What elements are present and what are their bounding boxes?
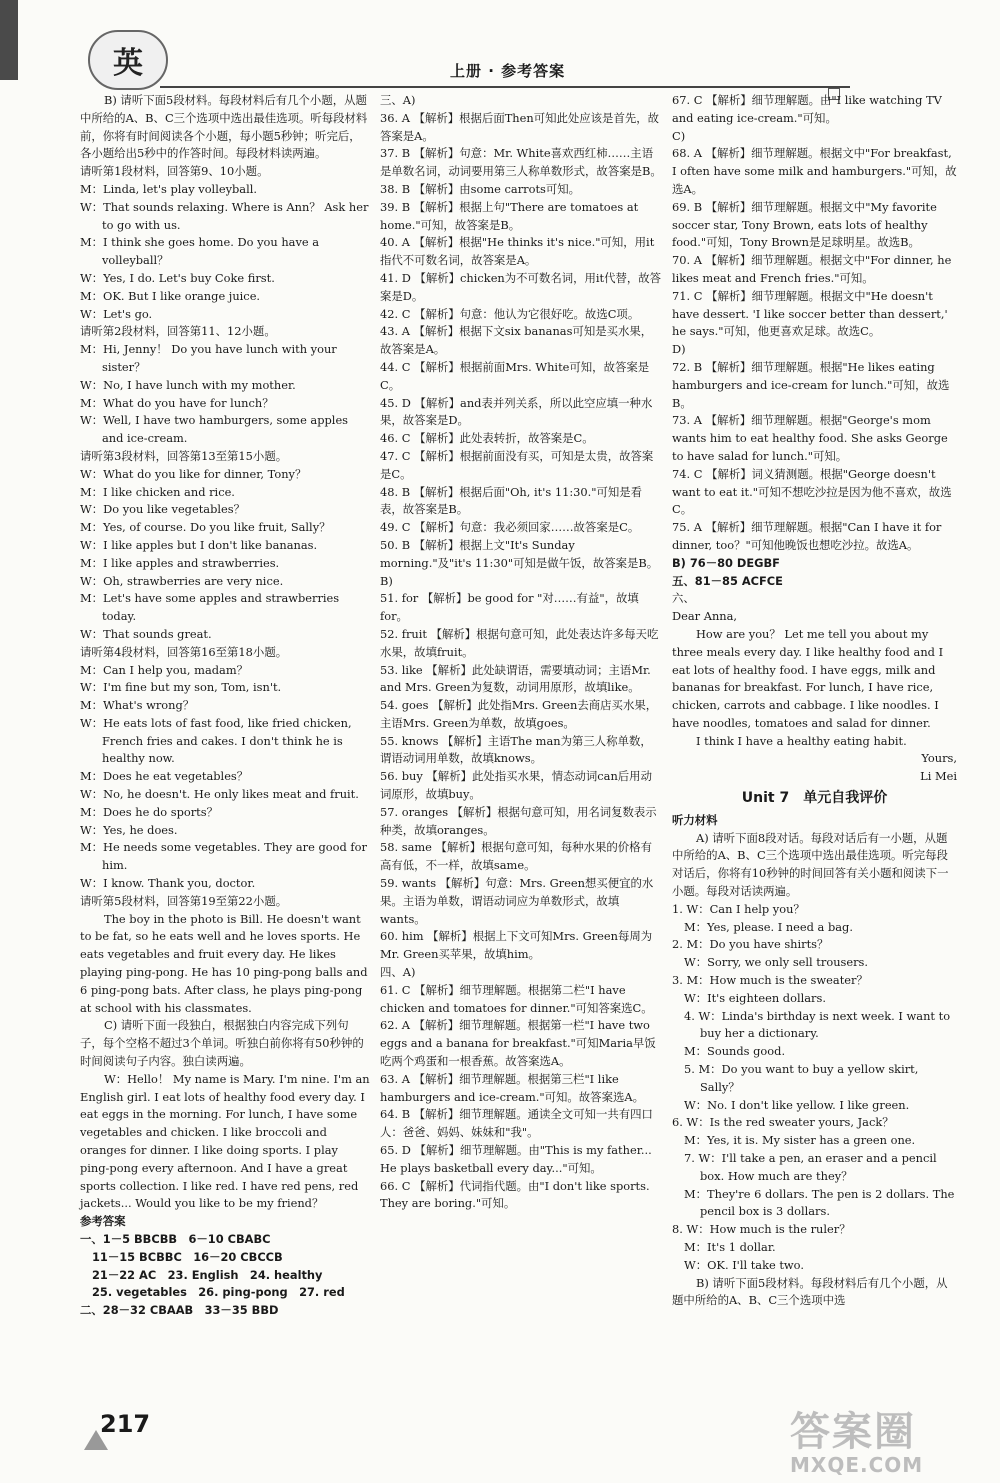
dialogue-line: M：OK. But I like orange juice. xyxy=(80,288,261,303)
section-label: 三、A) xyxy=(380,93,416,107)
section-label: D) xyxy=(672,342,686,357)
sidebar-strip xyxy=(0,0,18,80)
section-label: C) xyxy=(672,128,686,143)
dialogue-line: M：Hi, Jenny！ Do you have lunch with your sister？ xyxy=(80,342,337,374)
instruction: 请听第4段材料，回答第16至第18小题。 xyxy=(80,644,288,659)
answer-item: 49. C 【解析】句意：我必须回家……故答案是C。 xyxy=(380,520,640,535)
dialogue-line: W：Well, I have two hamburgers, some apples and ice-cream. xyxy=(80,413,349,446)
answer-line: 11－15 BCBBC 16－20 CBCCB xyxy=(92,1249,283,1264)
dialogue-line: W：It's eighteen dollars. xyxy=(684,990,826,1005)
dialogue-line: M：I like chicken and rice. xyxy=(80,484,235,499)
answer-item: 71. C 【解析】细节理解题。根据文中"He doesn't have dessert. 'I like soccer better than dessert,' he says."可知，他更喜欢足球。故选C。 xyxy=(672,288,948,339)
header-rule xyxy=(160,86,850,88)
dialogue-line: M：Yes, of course. Do you like fruit, Sally？ xyxy=(80,520,331,535)
dialogue-line: W：I know. Thank you, doctor. xyxy=(80,876,256,891)
dialogue-line: M：Does he eat vegetables？ xyxy=(80,769,249,784)
dialogue-line: W：Yes, I do. Let's buy Coke first. xyxy=(80,270,275,285)
section-label: 六、 xyxy=(672,591,695,606)
section-label: B) xyxy=(380,573,393,588)
answer-item: 62. A 【解析】细节理解题。根据第一栏"I have two eggs and a banana for breakfast."可知Maria早饭吃两个鸡蛋和一根香蕉。故答案选A。 xyxy=(380,1018,656,1069)
answer-item: 46. C 【解析】此处表转折，故答案是C。 xyxy=(380,431,594,446)
page-header xyxy=(0,0,1000,92)
answer-item: 61. C 【解析】细节理解题。根据第二栏"I have chicken and tomatoes for dinner."可知答案选C。 xyxy=(380,982,653,1015)
answer-item: 50. B 【解析】根据上文"It's Sunday morning."及"it's 11:30"可知是做午饭，故答案是B。 xyxy=(380,537,659,570)
answer-item: 43. A 【解析】根据下文six bananas可知是买水果，故答案是A。 xyxy=(380,324,653,357)
answer-item: 64. B 【解析】细节理解题。通读全文可知一共有四口人：爸爸、妈妈、妹妹和"我"。 xyxy=(380,1107,653,1140)
dialogue-line: M：Linda, let's play volleyball. xyxy=(80,181,258,196)
dialogue-line: 6. W：Is the red sweater yours, Jack？ xyxy=(672,1115,894,1130)
answer-item: 66. C 【解析】代词指代题。由"I don't like sports. They are boring."可知。 xyxy=(380,1178,650,1211)
header-title: 上册 · 参考答案 xyxy=(450,62,566,80)
answer-item: 74. C 【解析】词义猜测题。根据"George doesn't want to eat it."可知不想吃沙拉是因为他不喜欢，故选C。 xyxy=(672,466,952,517)
answer-item: 53. like 【解析】此处缺谓语，需要填动词；主语Mr. and Mrs. Green为复数，动词用原形，故填like。 xyxy=(380,662,651,695)
instruction: 请听第2段材料，回答第11、12小题。 xyxy=(80,324,276,339)
instruction: 请听第3段材料，回答第13至第15小题。 xyxy=(80,448,288,463)
answer-item: 56. buy 【解析】此处指买水果，情态动词can后用动词原形，故填buy。 xyxy=(380,769,652,802)
page-number: 217 xyxy=(100,1410,151,1438)
answer-item: 70. A 【解析】细节理解题。根据文中"For dinner, he likes meat and French fries."可知。 xyxy=(672,253,952,285)
dialogue-line: M：He needs some vegetables. They are good for him. xyxy=(80,840,367,873)
dialogue-line: 3. M：How much is the sweater？ xyxy=(672,973,868,988)
answer-line: 五、81－85 ACFCE xyxy=(672,573,783,588)
dialogue-line: W：Do you like vegetables？ xyxy=(80,502,245,517)
answer-item: 73. A 【解析】细节理解题。根据"George's mom wants him to eat healthy food. She asks George to have salad for lunch."可知。 xyxy=(672,413,948,463)
answer-item: 41. D 【解析】chicken为不可数名词，用it代替，故答案是D。 xyxy=(380,270,662,303)
dialogue-line: M：Does he do sports？ xyxy=(80,804,218,819)
unit-title: Unit 7 单元自我评价 xyxy=(741,790,888,807)
answer-item: 48. B 【解析】根据后面"Oh, it's 11:30."可知是看表，故答案是B。 xyxy=(380,484,643,517)
answer-item: 51. for 【解析】be good for "对……有益"，故填for。 xyxy=(380,591,639,624)
instruction: 请听第1段材料，回答第9、10小题。 xyxy=(80,164,269,179)
dialogue-line: M：I like apples and strawberries. xyxy=(80,555,280,570)
dialogue-line: M：It's 1 dollar. xyxy=(684,1240,776,1254)
answer-item: 38. B 【解析】由some carrots可知。 xyxy=(380,181,581,196)
answer-item: 40. A 【解析】根据"He thinks it's nice."可知，用it指代不可数名词，故答案是A。 xyxy=(380,235,655,268)
answer-item: 63. A 【解析】细节理解题。根据第三栏"I like hamburgers and ice-cream."可知。故答案选A。 xyxy=(380,1071,644,1104)
dialogue-line: M：Sounds good. xyxy=(684,1044,786,1059)
subject-badge-text: 英 xyxy=(113,46,143,81)
answer-item: 67. C 【解析】细节理解题。由"I like watching TV and eating ice-cream."可知。 xyxy=(672,93,942,125)
letter-closing: Yours, xyxy=(921,751,957,766)
answer-item: 59. wants 【解析】句意：Mrs. Green想买便宜的水果。主语为单数，谓语动词应为单数形式，故填wants。 xyxy=(380,876,654,926)
dialogue-line: M：I think she goes home. Do you have a volleyball？ xyxy=(80,235,320,268)
dialogue-line: W：Let's go. xyxy=(80,306,153,321)
answer-line: 21－22 AC 23. English 24. healthy xyxy=(92,1267,323,1282)
answer-key-heading: 参考答案 xyxy=(80,1214,126,1229)
watermark-logo: 答案圈 xyxy=(790,1409,916,1455)
section-intro: B) 请听下面5段材料。每段材料后有几个小题，从题中所给的A、B、C三个选项中选出最佳选项。听每段材料前，你将有时间阅读各个小题，每小题5秒钟；听完后，各小题给出5秒中的作答时间。每段材料读两遍。 xyxy=(80,93,368,161)
section-intro: C) 请听下面一段独白，根据独白内容完成下列句子，每个空格不超过3个单词。听独白前你将有50秒钟的时间阅读句子内容。独白读两遍。 xyxy=(80,1018,364,1069)
dialogue-line: W：That sounds relaxing. Where is Ann？ Ask her to go with us. xyxy=(80,199,369,232)
section-intro: B) 请听下面5段材料。每段材料后有几个小题，从题中所给的A、B、C三个选项中选 xyxy=(672,1275,948,1308)
answer-item: 75. A 【解析】细节理解题。根据"Can I have it for dinner, too？"可知他晚饭也想吃沙拉。故选A。 xyxy=(672,520,942,552)
answer-item: 65. D 【解析】细节理解题。由"This is my father... He plays basketball every day..."可知。 xyxy=(380,1143,652,1175)
dialogue-line: W：I like apples but I don't like bananas. xyxy=(80,537,318,552)
answer-line: 二、28－32 CBAAB 33－35 BBD xyxy=(80,1303,279,1318)
dialogue-line: M：Can I help you, madam？ xyxy=(80,662,249,677)
letter-salutation: Dear Anna, xyxy=(672,609,738,624)
section-label: 四、A) xyxy=(380,965,416,980)
watermark xyxy=(790,1400,990,1475)
dialogue-line: W：OK. I'll take two. xyxy=(684,1257,804,1272)
answer-item: 57. oranges 【解析】根据句意可知，用名词复数表示种类，故填oranges。 xyxy=(380,804,657,837)
answer-item: 39. B 【解析】根据上句"There are tomatoes at home."可知，故答案是B。 xyxy=(380,199,639,232)
dialogue-line: 4. W：Linda's birthday is next week. I want to buy her a dictionary. xyxy=(684,1008,951,1041)
dialogue-line: W：No, I have lunch with my mother. xyxy=(80,377,296,392)
answer-item: 45. D 【解析】and表并列关系，所以此空应填一种水果，故答案是D。 xyxy=(380,395,653,428)
dialogue-line: W：He eats lots of fast food, like fried chicken, French fries and cakes. I don't think he is healthy now. xyxy=(80,715,352,766)
dialogue-line: 2. M：Do you have shirts？ xyxy=(672,937,829,952)
watermark-url: MXQE.COM xyxy=(790,1453,924,1477)
dialogue-line: W：What do you like for dinner, Tony？ xyxy=(80,466,307,481)
dialogue-line: W：That sounds great. xyxy=(80,626,212,641)
monologue: W：Hello！ My name is Mary. I'm nine. I'm an English girl. I eat lots of healthy food every day. I eat eggs in the morning. For lunch, I have some vegetables and chicken. I like broccoli and oranges for dinner. I like doing sports. I play ping-pong every afternoon. And I have a great sports collection. I like red. I have red pens, red jackets... Would you like to be my friend？ xyxy=(80,1071,370,1211)
answer-item: 44. C 【解析】根据前面Mrs. White可知，故答案是C。 xyxy=(380,359,650,392)
dialogue-line: W：I'm fine but my son, Tom, isn't. xyxy=(80,680,282,695)
dialogue-line: W：Oh, strawberries are very nice. xyxy=(80,573,284,588)
dialogue-line: M：What do you have for lunch？ xyxy=(80,395,274,410)
dialogue-line: 7. W：I'll take a pen, an eraser and a pencil box. How much are they？ xyxy=(684,1151,937,1183)
answer-item: 36. A 【解析】根据后面Then可知此处应该是首先，故答案是A。 xyxy=(380,110,660,143)
dialogue-line: M：They're 6 dollars. The pen is 2 dollars. The pencil box is 3 dollars. xyxy=(684,1186,955,1219)
dialogue-line: 1. W：Can I help you？ xyxy=(672,901,805,916)
answer-item: 69. B 【解析】细节理解题。根据文中"My favorite soccer star, Tony Brown, eats lots of healthy food."可知，Tony Brown是足球明星。故选B。 xyxy=(672,199,937,250)
dialogue-line: W：No. I don't like yellow. I like green. xyxy=(684,1097,910,1112)
dialogue-line: W：Sorry, we only sell trousers. xyxy=(684,955,869,970)
dialogue-line: W：No, he doesn't. He only likes meat and fruit. xyxy=(80,787,359,802)
column-3 xyxy=(672,92,957,1310)
dialogue-line: M：What's wrong？ xyxy=(80,698,195,713)
dialogue-line: W：Yes, he does. xyxy=(80,822,178,837)
instruction: 请听第5段材料，回答第19至第22小题。 xyxy=(80,893,288,908)
answer-line: 一、1－5 BBCBB 6－10 CBABC xyxy=(80,1232,271,1246)
listening-heading: 听力材料 xyxy=(672,812,718,827)
dialogue-line: M：Let's have some apples and strawberries today. xyxy=(80,591,340,624)
section-intro: A) 请听下面8段对话。每段对话后有一小题，从题中所给的A、B、C三个选项中选出最佳选项。听完每段对话后，你将有10秒钟的时间回答有关小题和阅读下一小题。每段对话读两遍。 xyxy=(672,830,949,899)
letter-body: How are you？ Let me tell you about my three meals every day. I like healthy food and I eat lots of healthy food. I have eggs, milk and bananas for breakfast. For lunch, I have rice, chicken, carrots and cabbage. I like noodles. I have noodles, tomatoes and salad for dinner. xyxy=(672,626,944,730)
subject-badge xyxy=(88,30,168,90)
answer-item: 72. B 【解析】细节理解题。根据"He likes eating hamburgers and ice-cream for lunch."可知，故选B。 xyxy=(672,359,950,410)
dialogue-line: M：Yes, it is. My sister has a green one. xyxy=(684,1133,916,1148)
column-1 xyxy=(80,92,370,1320)
monologue: The boy in the photo is Bill. He doesn't want to be fat, so he eats well and he loves sports. He eats vegetables and fruit every day. He likes playing ping-pong. He has 10 ping-pong balls and 6 ping-pong bats. After class, he plays ping-pong at school with his classmates. xyxy=(80,911,368,1015)
answer-item: 55. knows 【解析】主语The man为第三人称单数，谓语动词用单数，故填knows。 xyxy=(380,733,652,766)
column-2 xyxy=(380,92,663,1213)
dialogue-line: 8. W：How much is the ruler？ xyxy=(672,1222,851,1237)
answer-item: 42. C 【解析】句意：他认为它很好吃。故选C项。 xyxy=(380,306,640,321)
answer-item: 37. B 【解析】句意：Mr. White喜欢西红柿……主语是单数名词，动词要用第三人称单数形式，故答案是B。 xyxy=(380,146,662,179)
letter-signature: Li Mei xyxy=(920,769,957,784)
dialogue-line: M：Yes, please. I need a bag. xyxy=(684,919,853,934)
answer-line: B) 76－80 DEGBF xyxy=(672,555,780,570)
answer-item: 68. A 【解析】细节理解题。根据文中"For breakfast, I often have some milk and hamburgers."可知，故选A。 xyxy=(672,146,957,196)
answer-item: 47. C 【解析】根据前面没有买，可知是太贵，故答案是C。 xyxy=(380,448,654,481)
answer-item: 58. same 【解析】根据句意可知，每种水果的价格有高有低，不一样，故填same。 xyxy=(380,840,652,873)
dialogue-line: 5. M：Do you want to buy a yellow skirt, Sally？ xyxy=(684,1062,919,1094)
answer-item: 54. goes 【解析】此处指Mrs. Green去商店买水果，主语Mrs. Green为单数，故填goes。 xyxy=(380,698,658,730)
answer-line: 25. vegetables 26. ping-pong 27. red xyxy=(92,1285,345,1300)
answer-item: 52. fruit 【解析】根据句意可知，此处表达许多每天吃水果，故填fruit。 xyxy=(380,626,659,659)
answer-item: 60. him 【解析】根据上下文可知Mrs. Green每周为Mr. Green买苹果，故填him。 xyxy=(380,929,653,962)
letter-body: I think I have a healthy eating habit. xyxy=(696,733,907,748)
